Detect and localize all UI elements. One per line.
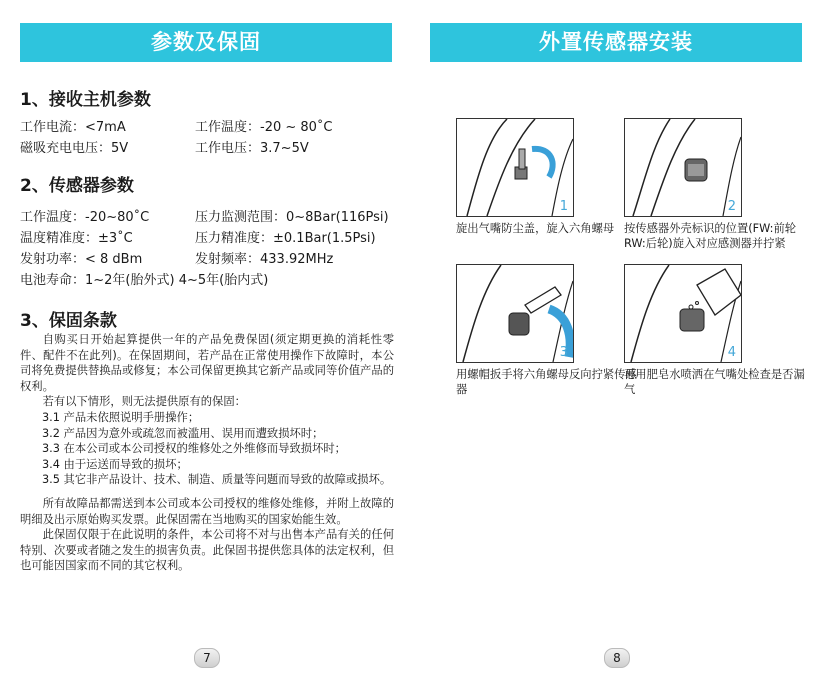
right-page-banner: 外置传感器安装 bbox=[430, 23, 802, 62]
page-number-left: 7 bbox=[194, 648, 220, 668]
wrench-illustration bbox=[457, 265, 573, 362]
warranty-paragraph-2: 若有以下情形，则无法提供原有的保固： bbox=[42, 395, 246, 409]
warranty-item: 3.1 产品未依照说明手册操作； bbox=[42, 410, 200, 424]
warranty-text bbox=[20, 332, 394, 488]
step-2-number: 2 bbox=[727, 199, 736, 214]
warranty-paragraph-3: 所有故障品都需送到本公司或本公司授权的维修处维修，并附上故障的明细及出示原始购买发票。此保固需在当地购买的国家始能生效。 bbox=[20, 497, 394, 526]
step-4-number: 4 bbox=[727, 345, 736, 360]
page-number-right: 8 bbox=[604, 648, 630, 668]
sensor-temp-accuracy: 温度精准度：±3˚C bbox=[20, 231, 133, 246]
sensor-pressure-accuracy: 压力精准度：±0.1Bar(1.5Psi) bbox=[195, 231, 376, 246]
step-4-caption: 再用肥皂水喷洒在气嘴处检查是否漏气 bbox=[624, 368, 805, 396]
step-1-number: 1 bbox=[559, 199, 568, 214]
warranty-item: 3.4 由于运送而导致的损坏； bbox=[42, 457, 188, 471]
receiver-current: 工作电流：<7mA bbox=[20, 120, 126, 135]
step-2-photo bbox=[624, 118, 742, 217]
left-page-banner: 参数及保固 bbox=[20, 23, 392, 62]
step-3-photo bbox=[456, 264, 574, 363]
leak-check-illustration bbox=[625, 265, 741, 362]
receiver-voltage: 工作电压：3.7~5V bbox=[195, 141, 309, 156]
step-3-number: 3 bbox=[559, 345, 568, 360]
sensor-pressure-range: 压力监测范围：0~8Bar(116Psi) bbox=[195, 210, 389, 225]
sensor-frequency: 发射频率：433.92MHz bbox=[195, 252, 334, 267]
step-2-caption: 按传感器外壳标识的位置(FW:前轮 RW:后轮)旋入对应感测器并拧紧 bbox=[624, 222, 797, 250]
warranty-paragraph-4: 此保固仅限于在此说明的条件，本公司将不对与出售本产品有关的任何特别、次要或者随之发生的损害负责。此保固书提供您具体的法定权利，但也可能因国家而不同的其它权利。 bbox=[20, 528, 394, 573]
step-4-photo bbox=[624, 264, 742, 363]
receiver-charge-voltage: 磁吸充电电压：5V bbox=[20, 141, 129, 156]
sensor-params-heading: 2、传感器参数 bbox=[20, 176, 134, 196]
sensor-battery-life: 电池寿命：1~2年(胎外式) 4~5年(胎内式) bbox=[20, 273, 269, 288]
step-1-caption: 旋出气嘴防尘盖，旋入六角螺母 bbox=[456, 222, 615, 235]
step-1-photo bbox=[456, 118, 574, 217]
warranty-item: 3.5 其它非产品设计、技术、制造、质量等问题而导致的故障或损坏。 bbox=[42, 473, 392, 487]
warranty-item: 3.2 产品因为意外或疏忽而被滥用、误用而遭致损坏时； bbox=[42, 426, 324, 440]
sensor-temp: 工作温度：-20~80˚C bbox=[20, 210, 150, 225]
receiver-params-heading: 1、接收主机参数 bbox=[20, 90, 151, 110]
warranty-text-2 bbox=[20, 496, 394, 574]
receiver-temp: 工作温度：-20 ~ 80˚C bbox=[195, 120, 333, 135]
sensor-power: 发射功率：< 8 dBm bbox=[20, 252, 143, 267]
warranty-paragraph-1: 自购买日开始起算提供一年的产品免费保固(须定期更换的消耗性零件、配件不在此列)。在保固期间，若产品在正常使用操作下故障时，本公司将免费提供替换品或修复；本公司保留更换其它新产品或同等价值产品的权利。 bbox=[20, 333, 394, 393]
sensor-install-illustration bbox=[625, 119, 741, 216]
warranty-heading: 3、保固条款 bbox=[20, 311, 117, 331]
tire-valve-illustration bbox=[457, 119, 573, 216]
warranty-item: 3.3 在本公司或本公司授权的维修处之外维修而导致损坏时； bbox=[42, 442, 346, 456]
step-3-caption: 用螺帽扳手将六角螺母反向拧紧传感器 bbox=[456, 368, 637, 396]
